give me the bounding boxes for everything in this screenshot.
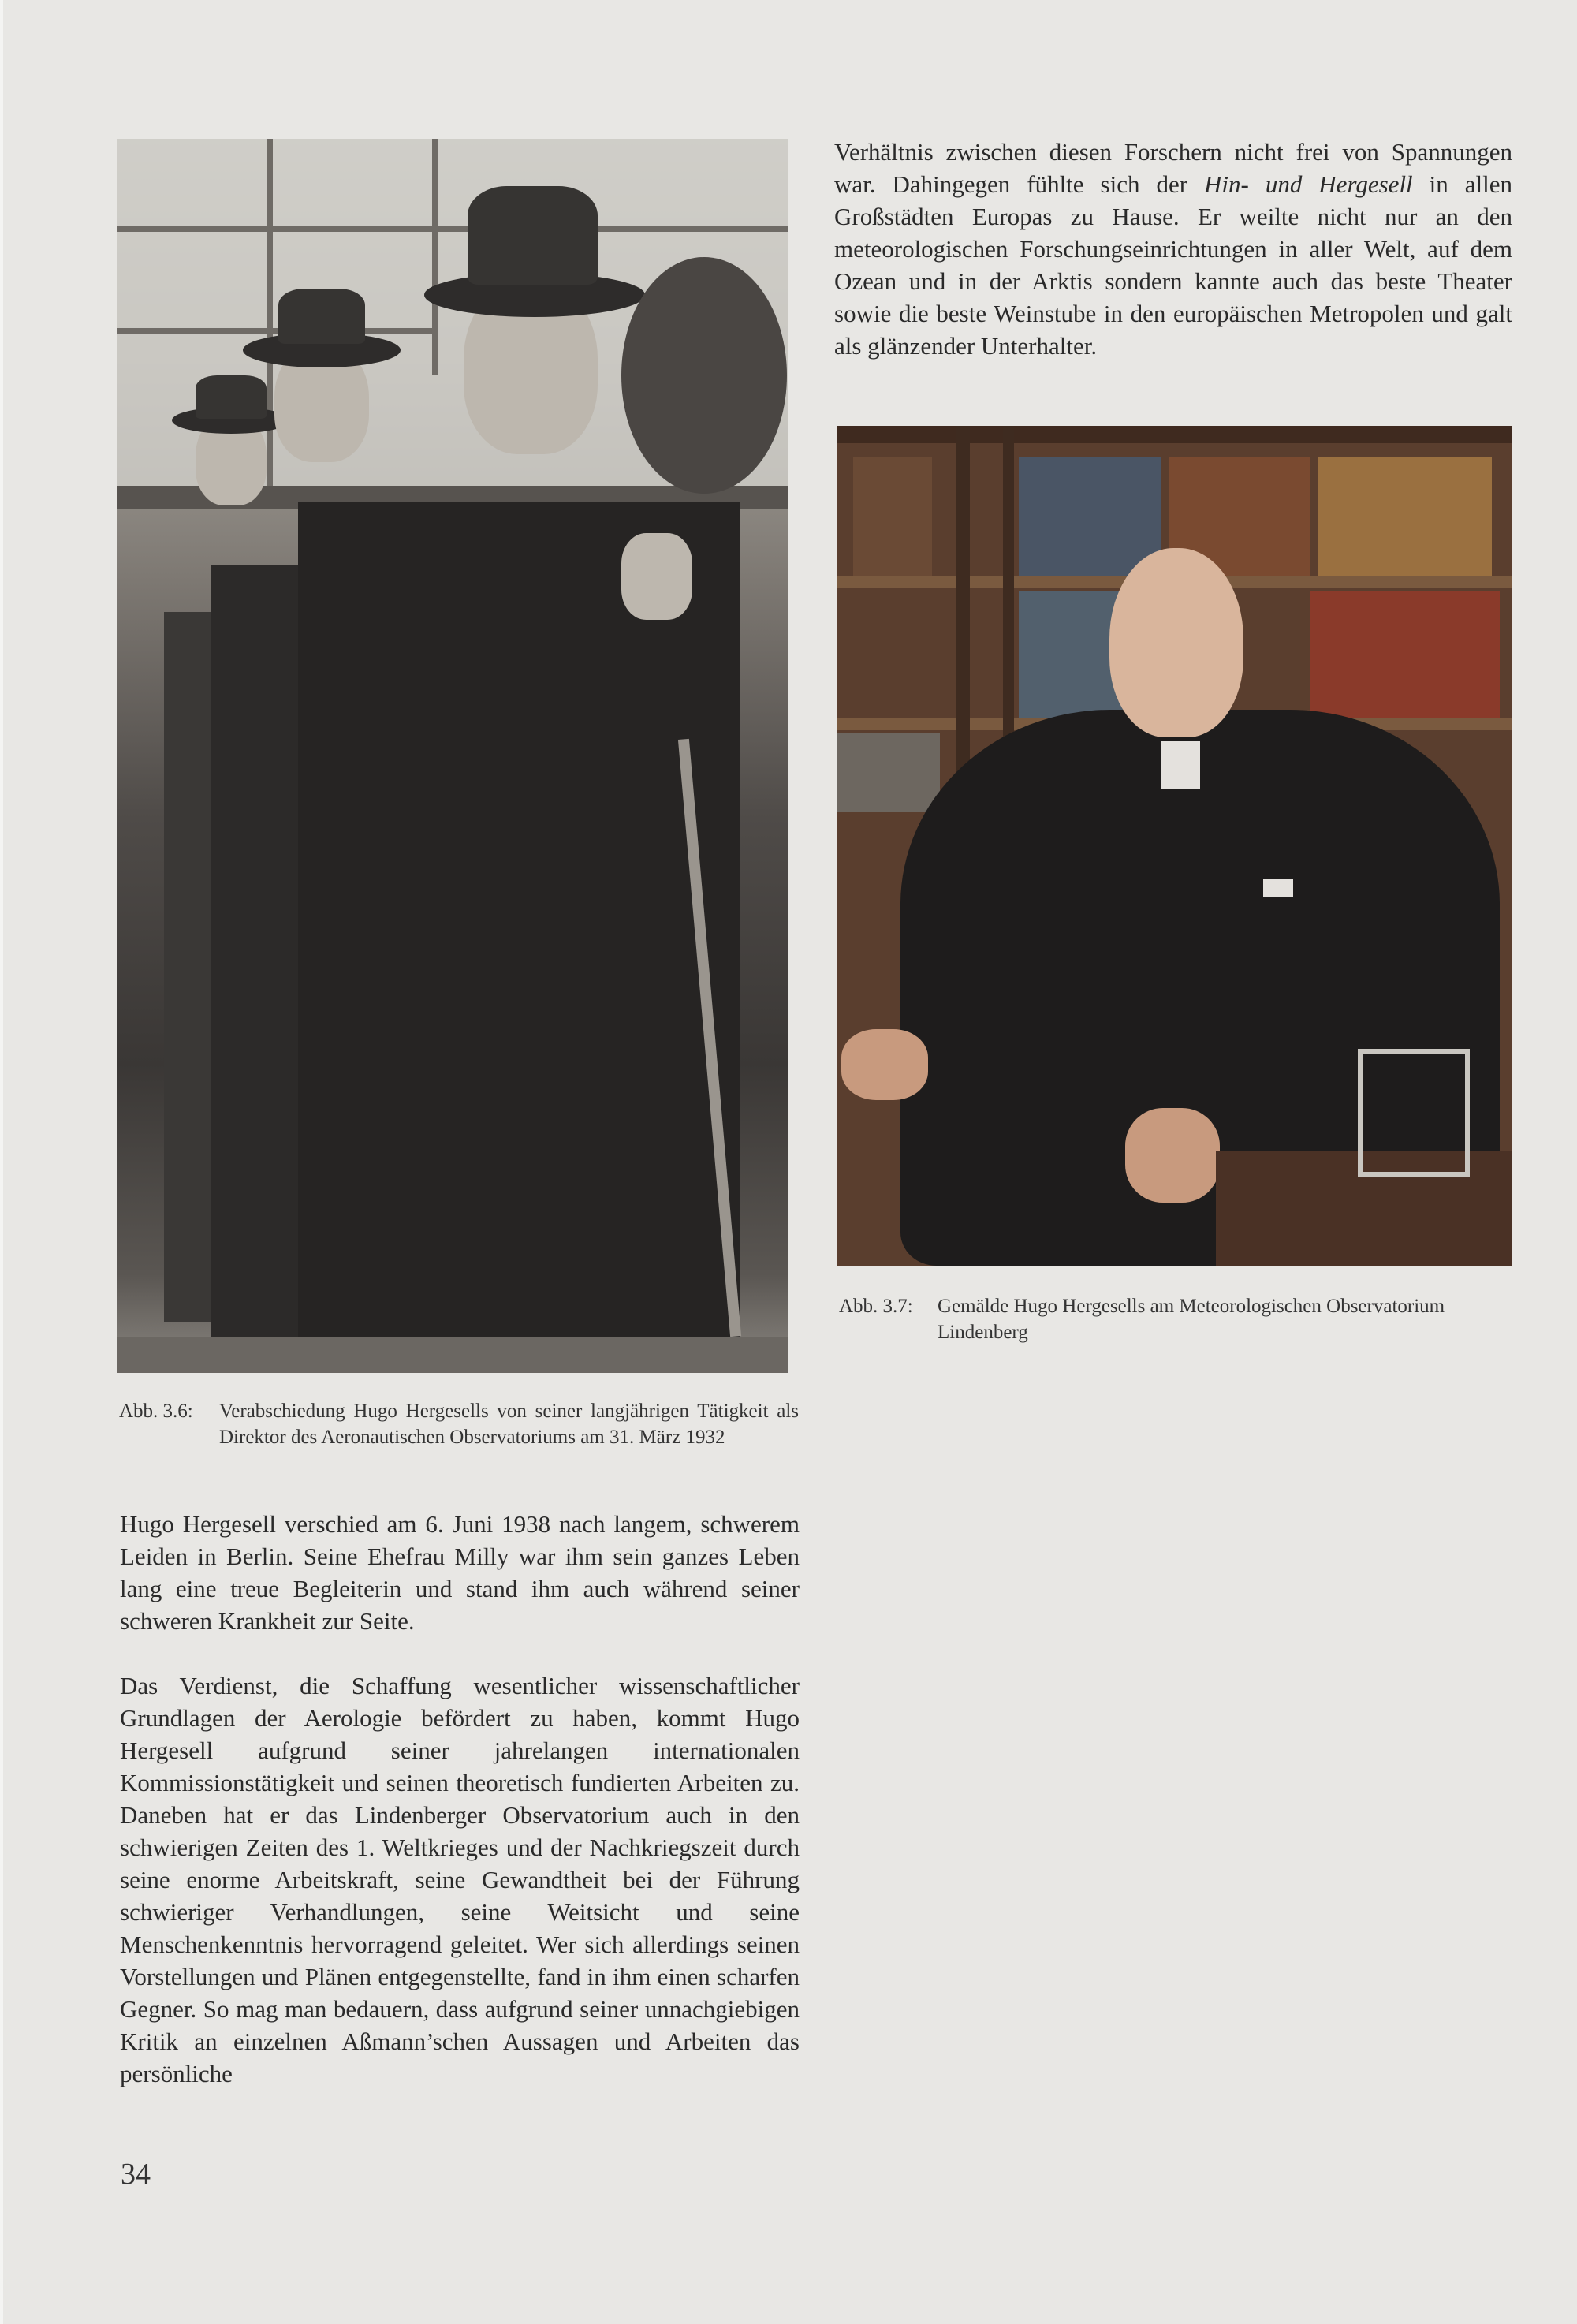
photo-farewell-hergesell bbox=[117, 139, 788, 1373]
caption-label: Abb. 3.7: bbox=[839, 1296, 913, 1317]
figure-head bbox=[1109, 548, 1243, 737]
person-coat bbox=[298, 502, 740, 1373]
caption-text: Verabschiedung Hugo Hergesells von seiner langjährigen Tätigkeit als Direktor des Aeronautischen Observatoriums am 31. März 1932 bbox=[219, 1401, 799, 1448]
figure-hand-left bbox=[841, 1029, 928, 1100]
paragraph-merit bbox=[120, 1669, 800, 2090]
paragraph-top-right bbox=[834, 136, 1512, 362]
person-hat bbox=[196, 375, 267, 419]
paragraph-text: Das Verdienst, die Schaffung wesentlicher wissenschaftlicher Grundlagen der Aerologie befördert zu haben, kommt Hugo Hergesell aufgrund seiner jahrelangen internationalen Kommissionstätigkeit und seinen theoretisch fundierten Arbeiten zu. Daneben hat er das Lindenberger Observatorium auch in den schwierigen Zeiten des 1. Weltkrieges und der Nachkriegszeit durch seine enorme Arbeitskraft, seine Gewandtheit bei der Führung schwieriger Verhandlungen, seine Weitsicht und seine Menschenkenntnis hervorragend geleitet. Wer sich allerdings seinen Vorstellungen und Plänen entgegenstellte, fand in ihm einen scharfen Gegner. So mag man bedauern, dass aufgrund seiner unnachgiebigen Kritik an einzelnen Aßmann’schen Aussagen und Arbeiten das persönliche bbox=[120, 1672, 800, 2087]
caption-text: Gemälde Hugo Hergesells am Meteorologischen Observatorium Lindenberg bbox=[938, 1296, 1445, 1343]
ground bbox=[117, 1337, 788, 1373]
hand bbox=[621, 533, 692, 620]
books bbox=[837, 733, 940, 812]
caption-label: Abb. 3.6: bbox=[119, 1401, 193, 1422]
paragraph-text: Hugo Hergesell verschied am 6. Juni 1938 nach langem, schwerem Leiden in Berlin. Seine Ehefrau Milly war ihm sein ganzes Leben lang eine treue Begleiterin und stand ihm auch während seiner schweren Krankheit zur Seite. bbox=[120, 1510, 800, 1635]
window-frame bbox=[432, 139, 438, 375]
meteorological-instrument bbox=[1358, 1049, 1470, 1177]
text-part: in allen Großstädten Europas zu Hause. Er weilte nicht nur an den meteorologischen Forschungseinrichtungen in aller Welt, auf dem Ozean und in der Arktis sondern kannte auch das beste Theater sowie die beste Weinstube in den europäischen Metropolen und galt als glänzender Unterhalter. bbox=[834, 170, 1512, 360]
window-frame bbox=[117, 328, 432, 334]
window-frame bbox=[267, 139, 273, 509]
person-hat bbox=[468, 186, 598, 285]
books bbox=[1310, 591, 1500, 718]
figure-collar bbox=[1161, 741, 1200, 789]
page-number: 34 bbox=[121, 2158, 151, 2191]
caption-fig-3-7 bbox=[839, 1293, 1521, 1349]
flower-bouquet bbox=[621, 257, 787, 494]
page-edge bbox=[0, 0, 3, 2324]
figure-pocket-square bbox=[1263, 879, 1293, 897]
caption-fig-3-6 bbox=[119, 1398, 799, 1481]
painting-hergesell bbox=[837, 426, 1512, 1266]
books bbox=[1318, 457, 1492, 576]
text-part: Verhältnis zwischen diesen Forschern nicht frei von Spannungen war. Dahingegen fühlte sich der bbox=[834, 138, 1512, 198]
window-frame bbox=[117, 226, 788, 232]
shelf-top bbox=[837, 426, 1512, 443]
books bbox=[1019, 457, 1161, 576]
person-hat bbox=[278, 289, 365, 344]
books bbox=[853, 457, 932, 576]
paragraph-death bbox=[120, 1508, 800, 1637]
text-emphasis: Hin- und Hergesell bbox=[1204, 170, 1413, 198]
figure-hand-right bbox=[1125, 1108, 1220, 1203]
